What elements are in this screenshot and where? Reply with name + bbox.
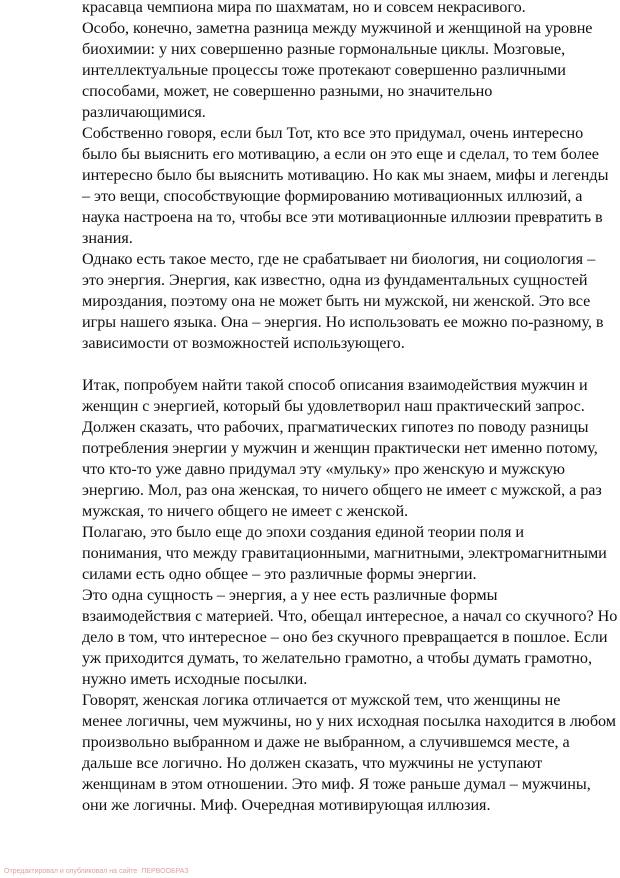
paragraph-2: Особо, конечно, заметна разница между мужчиной и женщиной на уровне биохимии: у них совершенно разные гормональные циклы. Мозговые, интеллектуальные процессы тоже протекают совершенно различными способами, может, не совершенно разными, но значительно различающимися.: [82, 19, 593, 121]
watermark-text: Отредактировал и опубликовал на сайте: [4, 868, 138, 875]
watermark-site: ПЕРВООБРАЗ: [141, 868, 189, 875]
watermark-footer: [4, 868, 189, 875]
paragraph-1: красавца чемпиона мира по шахматам, но и совсем некрасивого.: [82, 0, 526, 16]
paragraph-3: Собственно говоря, если был Тот, кто все это придумал, очень интересно было бы выяснить его мотивацию, а если он это еще и сделал, то тем более интересно было бы выяснить мотивацию. Но как мы знаем, мифы и легенды – это вещи, способствующие формированию мотивационных иллюзий, а наука настроена на то, чтобы все эти мотивационные иллюзии превратить в знания.: [82, 124, 609, 247]
paragraph-5: Итак, попробуем найти такой способ описания взаимодействия мужчин и женщин с энергией, который бы удовлетворил наш практический запрос.: [82, 376, 588, 415]
paragraph-8: Это одна сущность – энергия, а у нее есть различные формы взаимодействия с материей. Что, обещал интересное, а начал со скучного? Но дело в том, что интересное – оно без скучного превращается в пошлое. Если уж приходится думать, то желательно грамотно, а чтобы думать грамотно, нужно иметь исходные посылки.: [82, 586, 618, 688]
document-page: [82, 0, 620, 816]
paragraph-gap: [82, 354, 620, 375]
paragraph-9: Говорят, женская логика отличается от мужской тем, что женщины не менее логичны, чем мужчины, но у них исходная посылка находится в любом произвольно выбранном и даже не выбранном, а случившемся месте, а дальше все логично. Но должен сказать, что мужчины не уступают женщинам в этом отношении. Это миф. Я тоже раньше думал – мужчины, они же логичны. Миф. Очередная мотивирующая иллюзия.: [82, 691, 616, 814]
paragraph-6: Должен сказать, что рабочих, прагматических гипотез по поводу разницы потребления энергии у мужчин и женщин практически нет именно потому, что кто-то уже давно придумал эту «мульку» про женскую и мужскую энергию. Мол, раз она женская, то ничего общего не имеет с мужской, а раз мужская, то ничего общего не имеет с женской.: [82, 418, 602, 520]
paragraph-4: Однако есть такое место, где не срабатывает ни биология, ни социология – это энергия. Энергия, как известно, одна из фундаментальных сущностей мироздания, поэтому она не может быть ни мужской, ни женской. Это все игры нашего языка. Она – энергия. Но использовать ее можно по-разному, в зависимости от возможностей использующего.: [82, 250, 604, 352]
paragraph-7: Полагаю, это было еще до эпохи создания единой теории поля и понимания, что между гравитационными, магнитными, электромагнитными силами есть одно общее – это различные формы энергии.: [82, 523, 607, 583]
